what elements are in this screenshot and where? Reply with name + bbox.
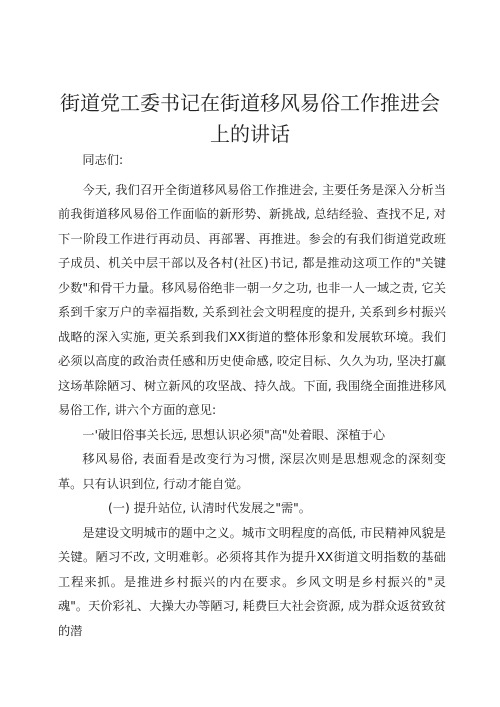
document-title: 街道党工委书记在街道移风易俗工作推进会上的讲话 bbox=[60, 91, 440, 146]
document-body bbox=[58, 148, 446, 643]
paragraph-intro: 今天, 我们召开全街道移风易俗工作推进会, 主要任务是深入分析当前我街道移风易俗工作面临的新形势、新挑战, 总结经验、查找不足, 对下一阶段工作进行再动员、再部署、再推进。参会的有我们街道党政班子成员、机关中层干部以及各村(社区)书记, 都是推动这项工作的"关键少数"和骨干力量。移风易俗绝非一朝一夕之功, 也非一人一域之责, 它关系到千家万户的幸福指数, 关系到社会文明程度的提升, 关系到乡村振兴战略的深入实施, 更关系到我们XX街道的整体形象和发展软环境。我们必须以高度的政治责任感和历史使命感, 咬定目标、久久为功, 坚决打赢这场革除陋习、树立新风的攻坚战、持久战。下面, 我围绕全面推进移风易俗工作, 讲六个方面的意见: bbox=[58, 182, 446, 417]
paragraph-section-1-intro: 移风易俗, 表面看是改变行为习惯, 深层次则是思想观念的深刻变革。只有认识到位, 行动才能自觉。 bbox=[58, 452, 446, 491]
salutation: 同志们: bbox=[82, 153, 124, 167]
subheading-1-1: (一) 提升站位, 认清时代发展之"需"。 bbox=[108, 501, 311, 515]
paragraph-subsection-1-1: 是建设文明城市的题中之义。城市文明程度的高低, 市民精神风貌是关键。陋习不改, 文明难彰。必须将其作为提升XX街道文明指数的基础工程来抓。是推进乡村振兴的内在要求。乡风文明是乡村振兴的"灵魂"。天价彩礼、大操大办等陋习, 耗费巨大社会资源, 成为群众返贫致贫的潜 bbox=[58, 525, 446, 638]
section-heading-1: 一'破旧俗事关长远, 思想认识必须"高"处着眼、深植于心 bbox=[82, 427, 386, 442]
